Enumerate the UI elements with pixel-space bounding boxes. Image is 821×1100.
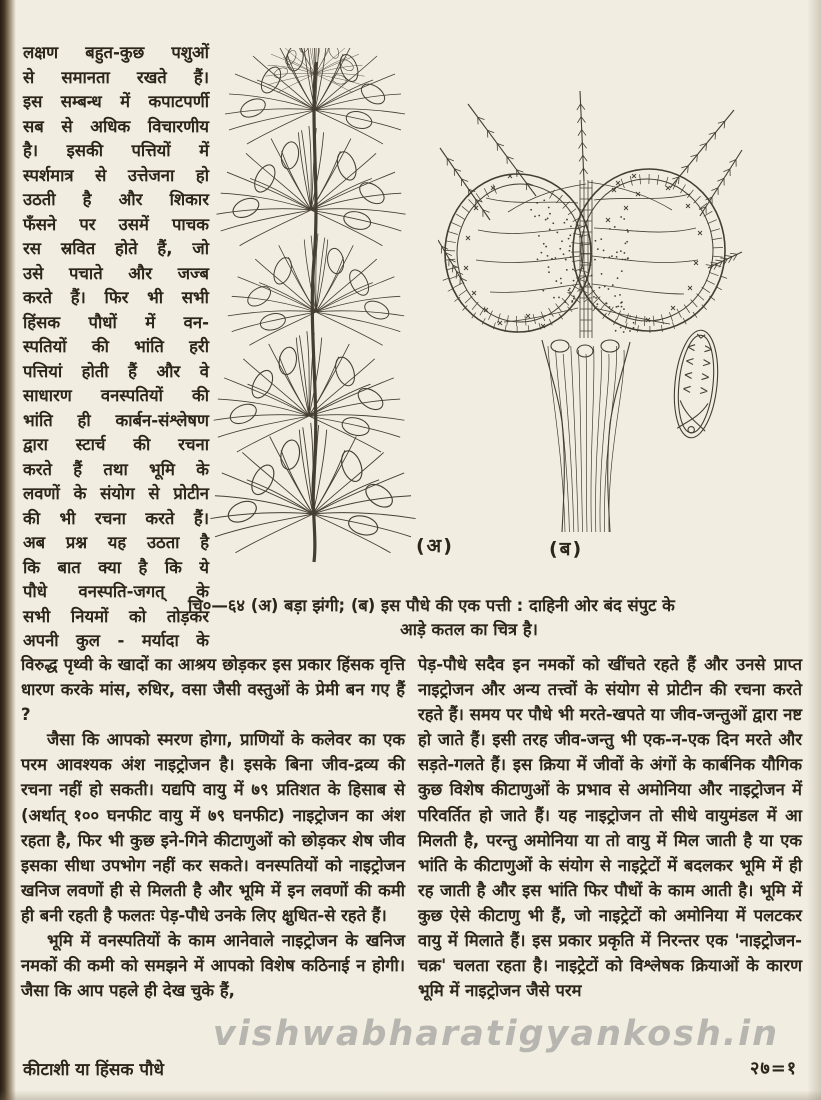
text-line: इस सम्बन्ध में कपाटपर्णी — [23, 92, 209, 111]
text-line: द्वारा स्टार्च की रचना — [23, 435, 209, 454]
figure-caption-line1: चि०—६४ (अ) बड़ा झंगी; (ब) इस पौधे की एक पत्ती : दाहिनी ओर बंद संपुट के — [188, 596, 675, 615]
page-right-edge — [807, 0, 821, 1100]
site-watermark: vishwabharatigyankosh.in — [212, 1014, 780, 1054]
text-line: उठती है और शिकार — [23, 190, 209, 209]
text-line: से समानता रखते हैं। — [23, 67, 209, 87]
text-line: करते हैं तथा भूमि के — [23, 459, 209, 479]
plant-stem-drawing-icon — [190, 48, 442, 566]
text-line: है। इसकी पत्तियों में — [23, 141, 209, 160]
text-line: की भी रचना करते हैं। — [23, 508, 209, 528]
text-line: सभी नियमों को तोड़कर — [23, 606, 209, 626]
figure-caption-line2: आड़े कतल का चित्र है। — [400, 620, 538, 639]
book-spine-shadow — [0, 0, 16, 1100]
text-line: स्पतियों की भांति हरी — [23, 337, 209, 356]
text-line: कि बात क्या है कि ये — [23, 557, 209, 577]
text-line: भांति ही कार्बन-संश्लेषण — [23, 410, 209, 430]
page-number: २७=१ — [750, 1058, 798, 1079]
running-title: कीटाशी या हिंसक पौधे — [23, 1060, 164, 1080]
paragraph-nitrogen: जैसा कि आपको स्मरण होगा, प्राणियों के कलेवर का एक परम आवश्यक अंश नाइट्रोजन है। इसके बिना जीव-द्रव्य की रचना नहीं हो सकती। यद्यपि वायु में ७९ प्रतिशत के हिसाब से (अर्थात् १०० घनफीट वायु में ७९ घनफीट) नाइट्रोजन का अंश रहता है, फिर भी कुछ इने-गिने कीटाणुओं को छोड़कर शेष जीव इसका सीधा उपभोग नहीं कर सकते। वनस्पतियों को नाइट्रोजन खनिज लवणों ही से मिलती है और भूमि में इन लवणों की कमी ही बनी रहती है फलतः पेड़-पौधे उनके लिए क्षुधित-से रहते हैं। — [21, 730, 405, 925]
text-line: उसे पचाते और जज्ब — [23, 263, 209, 283]
leaf-trap-drawing-icon — [438, 88, 744, 534]
figure-a-plant-illustration — [190, 48, 442, 566]
text-line: स्पर्शमात्र से उत्तेजना हो — [23, 165, 209, 185]
text-line: लक्षण बहुत-कुछ पशुओं — [23, 43, 209, 62]
figure-label-b: (ब) — [549, 538, 584, 560]
paragraph-nitrogen-cycle: पेड़-पौधे सदैव इन नमकों को खींचते रहते हैं और उनसे प्राप्त नाइट्रोजन और अन्य तत्त्वों के संयोग से प्रोटीन की रचना करते रहते हैं। समय पर पौधे भी मरते-खपते या जीव-जन्तुओं द्वारा नष्ट हो जाते हैं। इसी तरह जीव-जन्तु भी एक-न-एक दिन मरते और सड़ते-गलते हैं। इस क्रिया में जीवों के अंगों के कार्बनिक यौगिक कुछ विशेष कीटाणुओं के प्रभाव से अमोनिया और नाइट्रोजन में परिवर्तित हो जाते हैं। यह नाइट्रोजन तो सीधे वायुमंडल में आ मिलती है, परन्तु अमोनिया या तो वायु में मिल जाती है या एक भांति के कीटाणुओं के संयोग से नाइट्रेटों में बदलकर भूमि में ही रह जाती है और इस भांति फिर पौधों के काम आती है। भूमि में कुछ ऐसे कीटाणु भी हैं, जो नाइट्रेटों को अमोनिया में पलटकर वायु में मिलाते हैं। इस प्रकार प्रकृति में निरन्तर एक 'नाइट्रोजन-चक्र' चलता रहता है। नाइट्रेटों को विश्लेषक क्रियाओं के कारण भूमि में नाइट्रोजन जैसे परम — [418, 655, 802, 1001]
paragraph-continuation: विरुद्ध पृथ्वी के खादों का आश्रय छोड़कर इस प्रकार हिंसक वृत्ति धारण करके मांस, रुधिर, वसा जैसी वस्तुओं के प्रेमी बन गए हैं ? — [21, 655, 405, 725]
text-line: लवणों के संयोग से प्रोटीन — [23, 484, 209, 503]
narrow-text-column — [23, 41, 209, 654]
text-line: पौधे वनस्पति-जगत् के — [23, 582, 209, 601]
text-line: करते हैं। फिर भी सभी — [23, 288, 209, 307]
text-line: सब से अधिक विचारणीय — [23, 116, 209, 136]
text-line: फँसने पर उसमें पाचक — [23, 214, 209, 234]
figure-caption — [188, 594, 750, 642]
text-line: पत्तियां होती हैं और वे — [23, 361, 209, 381]
figure-label-a: (अ) — [416, 535, 454, 557]
paragraph-soil-salts: भूमि में वनस्पतियों के काम आनेवाले नाइट्रोजन के खनिज नमकों की कमी को समझने में आपको विशेष कठिनाई न होगी। जैसा कि आप पहले ही देख चुके हैं, — [21, 931, 405, 1001]
text-line: हिंसक पौधों में वन- — [23, 312, 209, 332]
text-line: अपनी कुल - मर्यादा के — [23, 631, 209, 650]
right-text-column — [418, 652, 802, 1003]
text-line: अब प्रश्न यह उठता है — [23, 533, 209, 552]
left-text-column — [21, 652, 405, 1003]
two-column-text — [21, 652, 803, 1003]
text-line: रस स्रवित होते हैं, जो — [23, 239, 209, 258]
figure-b-leaf-section-illustration — [438, 88, 744, 534]
page-bottom-edge — [0, 1090, 821, 1100]
text-line: साधारण वनस्पतियों की — [23, 386, 209, 405]
